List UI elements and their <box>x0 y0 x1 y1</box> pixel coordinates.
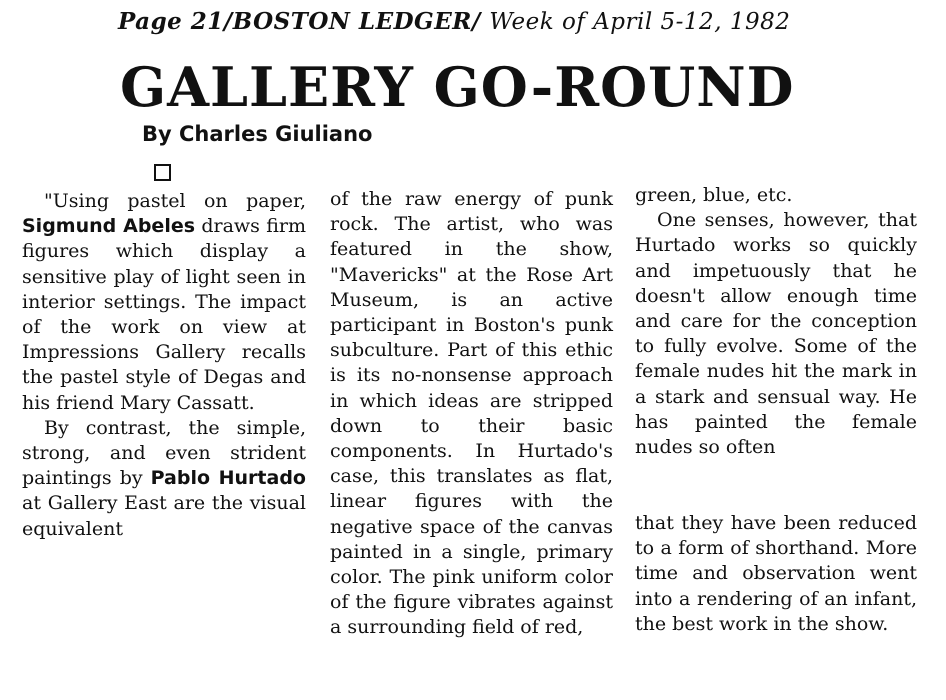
article-title: GALLERY GO-ROUND <box>120 55 795 119</box>
article-column-3-top <box>635 183 917 460</box>
paragraph-text: at Gallery East are the visual equivalent <box>22 492 306 540</box>
page-number-line: Page 21/BOSTON LEDGER/ <box>118 8 481 35</box>
article-column-2 <box>330 187 613 641</box>
page-header <box>118 8 790 35</box>
paragraph <box>22 416 306 542</box>
article-column-1 <box>22 189 306 542</box>
paragraph-text: By contrast, the simple, strong, and even strident paintings by <box>22 416 306 490</box>
article-column-3-bottom <box>635 511 917 637</box>
paragraph: that they have been reduced to a form of shorthand. More time and observation went into a rendering of an infant, the best work in the show. <box>635 512 917 635</box>
paragraph: green, blue, etc. <box>635 184 793 206</box>
paragraph: of the raw energy of punk rock. The artist, who was featured in the show, "Mavericks" at the Rose Art Museum, is an active participant in Boston's punk subculture. Part of this ethic is its no-nonsense approach in which ideas are stripped down to their basic components. In Hurtado's case, this translates as flat, linear figures with the negative space of the canvas painted in a single, primary color. The pink uniform color of the figure vibrates against a surrounding field of red, <box>330 188 613 639</box>
paragraph: One senses, however, that Hurtado works so quickly and impetuously that he doesn't allow enough time and care for the conception to fully evolve. Some of the female nudes hit the mark in a stark and sensual way. He has painted the female nudes so often <box>635 209 917 459</box>
section-marker-box <box>154 164 171 181</box>
artist-name: Sigmund Abeles <box>22 215 196 238</box>
issue-date-line: Week of April 5-12, 1982 <box>489 9 791 35</box>
paragraph-text: "Using pastel on paper, <box>44 190 306 212</box>
paragraph-text: draws firm figures which display a sensitive play of light seen in interior settings. The impact of the work on view at Impressions Gallery recalls the pastel style of Degas and his friend Mary Cassatt. <box>22 215 306 414</box>
artist-name: Pablo Hurtado <box>150 467 306 490</box>
paragraph <box>22 189 306 416</box>
byline: By Charles Giuliano <box>142 122 373 146</box>
